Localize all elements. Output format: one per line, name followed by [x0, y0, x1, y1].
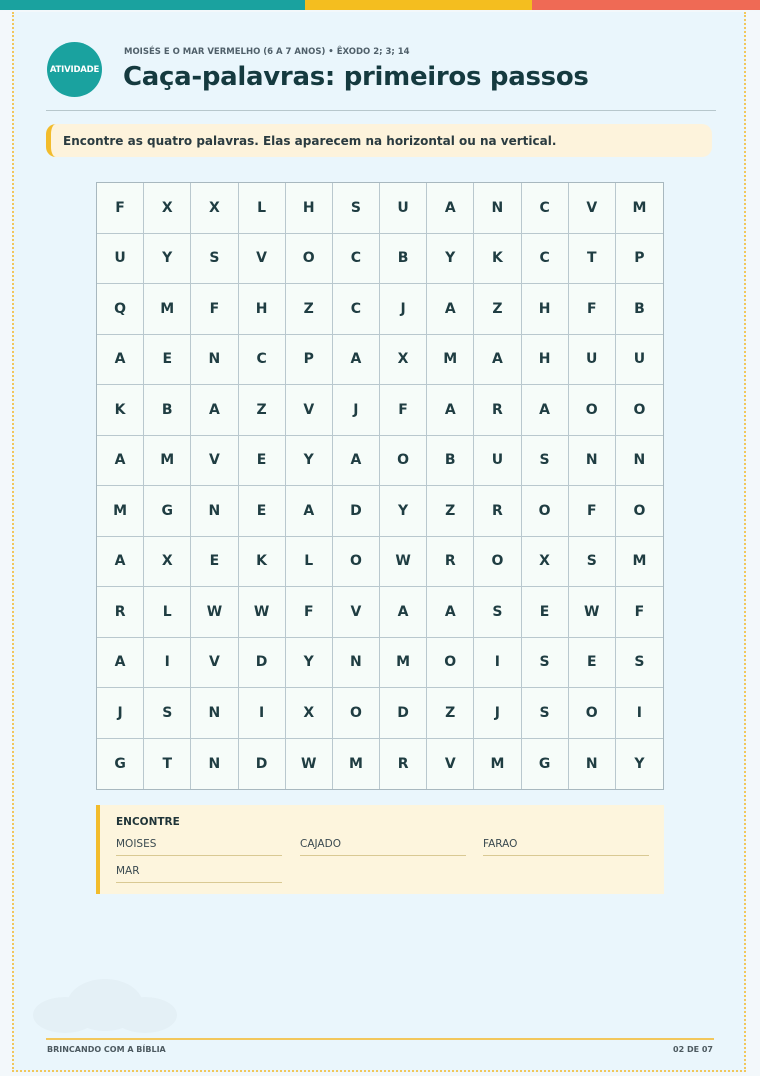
grid-cell[interactable]: X: [144, 183, 191, 234]
grid-cell[interactable]: M: [333, 739, 380, 790]
grid-cell[interactable]: E: [144, 335, 191, 386]
grid-cell[interactable]: A: [380, 587, 427, 638]
grid-cell[interactable]: O: [616, 385, 663, 436]
grid-cell[interactable]: U: [380, 183, 427, 234]
grid-cell[interactable]: A: [427, 284, 474, 335]
grid-cell[interactable]: V: [239, 234, 286, 285]
grid-cell[interactable]: V: [191, 436, 238, 487]
grid-cell[interactable]: I: [239, 688, 286, 739]
grid-cell[interactable]: B: [616, 284, 663, 335]
grid-cell[interactable]: L: [144, 587, 191, 638]
grid-cell[interactable]: O: [333, 688, 380, 739]
grid-cell[interactable]: O: [569, 688, 616, 739]
grid-cell[interactable]: D: [380, 688, 427, 739]
grid-cell[interactable]: A: [97, 436, 144, 487]
grid-cell[interactable]: I: [144, 638, 191, 689]
grid-cell[interactable]: M: [616, 183, 663, 234]
grid-cell[interactable]: F: [286, 587, 333, 638]
grid-cell[interactable]: Y: [286, 638, 333, 689]
grid-cell[interactable]: S: [522, 436, 569, 487]
grid-cell[interactable]: H: [522, 335, 569, 386]
grid-cell[interactable]: D: [239, 638, 286, 689]
grid-cell[interactable]: F: [616, 587, 663, 638]
grid-cell[interactable]: E: [569, 638, 616, 689]
grid-cell[interactable]: Z: [474, 284, 521, 335]
grid-cell[interactable]: W: [286, 739, 333, 790]
grid-cell[interactable]: E: [239, 486, 286, 537]
grid-cell[interactable]: U: [97, 234, 144, 285]
grid-cell[interactable]: Z: [427, 486, 474, 537]
grid-cell[interactable]: N: [191, 688, 238, 739]
cloud-decoration: [30, 975, 180, 1035]
grid-cell[interactable]: O: [616, 486, 663, 537]
grid-cell[interactable]: B: [427, 436, 474, 487]
grid-cell[interactable]: E: [239, 436, 286, 487]
grid-cell[interactable]: H: [522, 284, 569, 335]
grid-cell[interactable]: O: [380, 436, 427, 487]
grid-cell[interactable]: B: [380, 234, 427, 285]
grid-cell[interactable]: O: [474, 537, 521, 588]
grid-cell[interactable]: H: [239, 284, 286, 335]
grid-cell[interactable]: N: [333, 638, 380, 689]
grid-cell[interactable]: V: [427, 739, 474, 790]
grid-cell[interactable]: N: [191, 739, 238, 790]
grid-cell[interactable]: V: [191, 638, 238, 689]
grid-cell[interactable]: N: [569, 739, 616, 790]
grid-cell[interactable]: S: [522, 638, 569, 689]
top-bar-yellow-segment: [305, 0, 532, 10]
grid-cell[interactable]: U: [569, 335, 616, 386]
grid-cell[interactable]: N: [191, 486, 238, 537]
grid-cell[interactable]: K: [97, 385, 144, 436]
grid-cell[interactable]: H: [286, 183, 333, 234]
grid-cell[interactable]: V: [333, 587, 380, 638]
word-item: MOISES: [116, 838, 282, 856]
grid-cell[interactable]: D: [239, 739, 286, 790]
grid-cell[interactable]: S: [191, 234, 238, 285]
grid-cell[interactable]: R: [474, 486, 521, 537]
word-list-label: ENCONTRE: [116, 816, 180, 828]
word-list-box: [96, 805, 664, 894]
grid-cell[interactable]: W: [191, 587, 238, 638]
grid-cell[interactable]: M: [474, 739, 521, 790]
grid-cell[interactable]: A: [427, 183, 474, 234]
grid-cell[interactable]: F: [569, 486, 616, 537]
grid-cell[interactable]: G: [522, 739, 569, 790]
header-divider: [46, 110, 716, 111]
grid-cell[interactable]: V: [569, 183, 616, 234]
grid-cell[interactable]: C: [333, 234, 380, 285]
grid-cell[interactable]: A: [97, 335, 144, 386]
grid-cell[interactable]: A: [427, 385, 474, 436]
grid-cell[interactable]: T: [144, 739, 191, 790]
grid-cell[interactable]: G: [144, 486, 191, 537]
grid-cell[interactable]: U: [474, 436, 521, 487]
grid-cell[interactable]: A: [191, 385, 238, 436]
grid-cell[interactable]: F: [380, 385, 427, 436]
word-item: FARAO: [483, 838, 649, 856]
top-color-bar: [0, 0, 760, 10]
grid-cell[interactable]: C: [239, 335, 286, 386]
word-item: CAJADO: [300, 838, 466, 856]
grid-cell[interactable]: X: [380, 335, 427, 386]
grid-cell[interactable]: O: [427, 638, 474, 689]
grid-cell[interactable]: M: [616, 537, 663, 588]
grid-cell[interactable]: Y: [144, 234, 191, 285]
grid-cell[interactable]: E: [522, 587, 569, 638]
grid-cell[interactable]: A: [333, 335, 380, 386]
footer-divider: [46, 1038, 714, 1040]
grid-cell[interactable]: L: [239, 183, 286, 234]
grid-cell[interactable]: A: [522, 385, 569, 436]
grid-cell[interactable]: R: [427, 537, 474, 588]
grid-cell[interactable]: A: [97, 537, 144, 588]
grid-cell[interactable]: R: [474, 385, 521, 436]
grid-cell[interactable]: F: [569, 284, 616, 335]
grid-cell[interactable]: N: [569, 436, 616, 487]
footer-series-title: BRINCANDO COM A BÍBLIA: [47, 1045, 166, 1054]
grid-cell[interactable]: G: [97, 739, 144, 790]
grid-cell[interactable]: W: [239, 587, 286, 638]
grid-cell[interactable]: M: [144, 284, 191, 335]
grid-cell[interactable]: N: [616, 436, 663, 487]
grid-cell[interactable]: W: [380, 537, 427, 588]
grid-cell[interactable]: O: [286, 234, 333, 285]
grid-cell[interactable]: C: [522, 183, 569, 234]
activity-badge: ATIVIDADE: [47, 42, 102, 97]
grid-cell[interactable]: S: [522, 688, 569, 739]
grid-cell[interactable]: J: [474, 688, 521, 739]
grid-cell[interactable]: S: [333, 183, 380, 234]
grid-cell[interactable]: A: [333, 436, 380, 487]
grid-cell[interactable]: O: [333, 537, 380, 588]
grid-cell[interactable]: J: [380, 284, 427, 335]
grid-cell[interactable]: E: [191, 537, 238, 588]
grid-cell[interactable]: S: [569, 537, 616, 588]
grid-cell[interactable]: K: [474, 234, 521, 285]
grid-cell[interactable]: X: [286, 688, 333, 739]
grid-cell[interactable]: A: [286, 486, 333, 537]
grid-cell[interactable]: Z: [427, 688, 474, 739]
grid-cell[interactable]: F: [191, 284, 238, 335]
grid-cell[interactable]: B: [144, 385, 191, 436]
grid-cell[interactable]: Y: [380, 486, 427, 537]
word-search-grid: [96, 182, 664, 790]
grid-cell[interactable]: Q: [97, 284, 144, 335]
instruction-text: Encontre as quatro palavras. Elas aparecem na horizontal ou na vertical.: [63, 133, 557, 148]
grid-cell[interactable]: Y: [427, 234, 474, 285]
grid-cell[interactable]: Y: [286, 436, 333, 487]
grid-cell[interactable]: C: [333, 284, 380, 335]
grid-cell[interactable]: N: [474, 183, 521, 234]
top-bar-coral-segment: [532, 0, 760, 10]
grid-cell[interactable]: J: [97, 688, 144, 739]
grid-cell[interactable]: M: [144, 436, 191, 487]
grid-cell[interactable]: K: [239, 537, 286, 588]
grid-cell[interactable]: R: [97, 587, 144, 638]
grid-cell[interactable]: D: [333, 486, 380, 537]
grid-cell[interactable]: I: [474, 638, 521, 689]
grid-cell[interactable]: X: [522, 537, 569, 588]
grid-cell[interactable]: T: [569, 234, 616, 285]
lesson-subtitle: MOISÉS E O MAR VERMELHO (6 A 7 ANOS) • ÊXODO 2; 3; 14: [124, 47, 410, 57]
grid-cell[interactable]: S: [474, 587, 521, 638]
word-item: MAR: [116, 865, 282, 883]
grid-cell[interactable]: J: [333, 385, 380, 436]
grid-cell[interactable]: L: [286, 537, 333, 588]
page-title: Caça-palavras: primeiros passos: [123, 62, 589, 92]
grid-cell[interactable]: X: [191, 183, 238, 234]
grid-cell[interactable]: F: [97, 183, 144, 234]
grid-cell[interactable]: M: [427, 335, 474, 386]
grid-cell[interactable]: S: [616, 638, 663, 689]
grid-cell[interactable]: A: [97, 638, 144, 689]
instruction-banner: [46, 124, 712, 157]
grid-cell[interactable]: U: [616, 335, 663, 386]
grid-cell[interactable]: R: [380, 739, 427, 790]
grid-cell[interactable]: X: [144, 537, 191, 588]
grid-cell[interactable]: C: [522, 234, 569, 285]
page-number: 02 DE 07: [673, 1045, 713, 1054]
grid-cell[interactable]: P: [286, 335, 333, 386]
grid-cell[interactable]: O: [569, 385, 616, 436]
grid-cell[interactable]: V: [286, 385, 333, 436]
grid-cell[interactable]: Y: [634, 755, 645, 772]
grid-cell[interactable]: A: [427, 587, 474, 638]
grid-cell[interactable]: M: [97, 486, 144, 537]
grid-cell[interactable]: A: [474, 335, 521, 386]
grid-cell[interactable]: M: [380, 638, 427, 689]
grid-cell[interactable]: Z: [286, 284, 333, 335]
grid-cell[interactable]: O: [522, 486, 569, 537]
grid-cell[interactable]: S: [144, 688, 191, 739]
grid-cell[interactable]: P: [616, 234, 663, 285]
grid-cell[interactable]: I: [616, 688, 663, 739]
grid-cell[interactable]: Z: [239, 385, 286, 436]
grid-cell[interactable]: W: [569, 587, 616, 638]
top-bar-teal-segment: [0, 0, 305, 10]
grid-cell[interactable]: N: [191, 335, 238, 386]
